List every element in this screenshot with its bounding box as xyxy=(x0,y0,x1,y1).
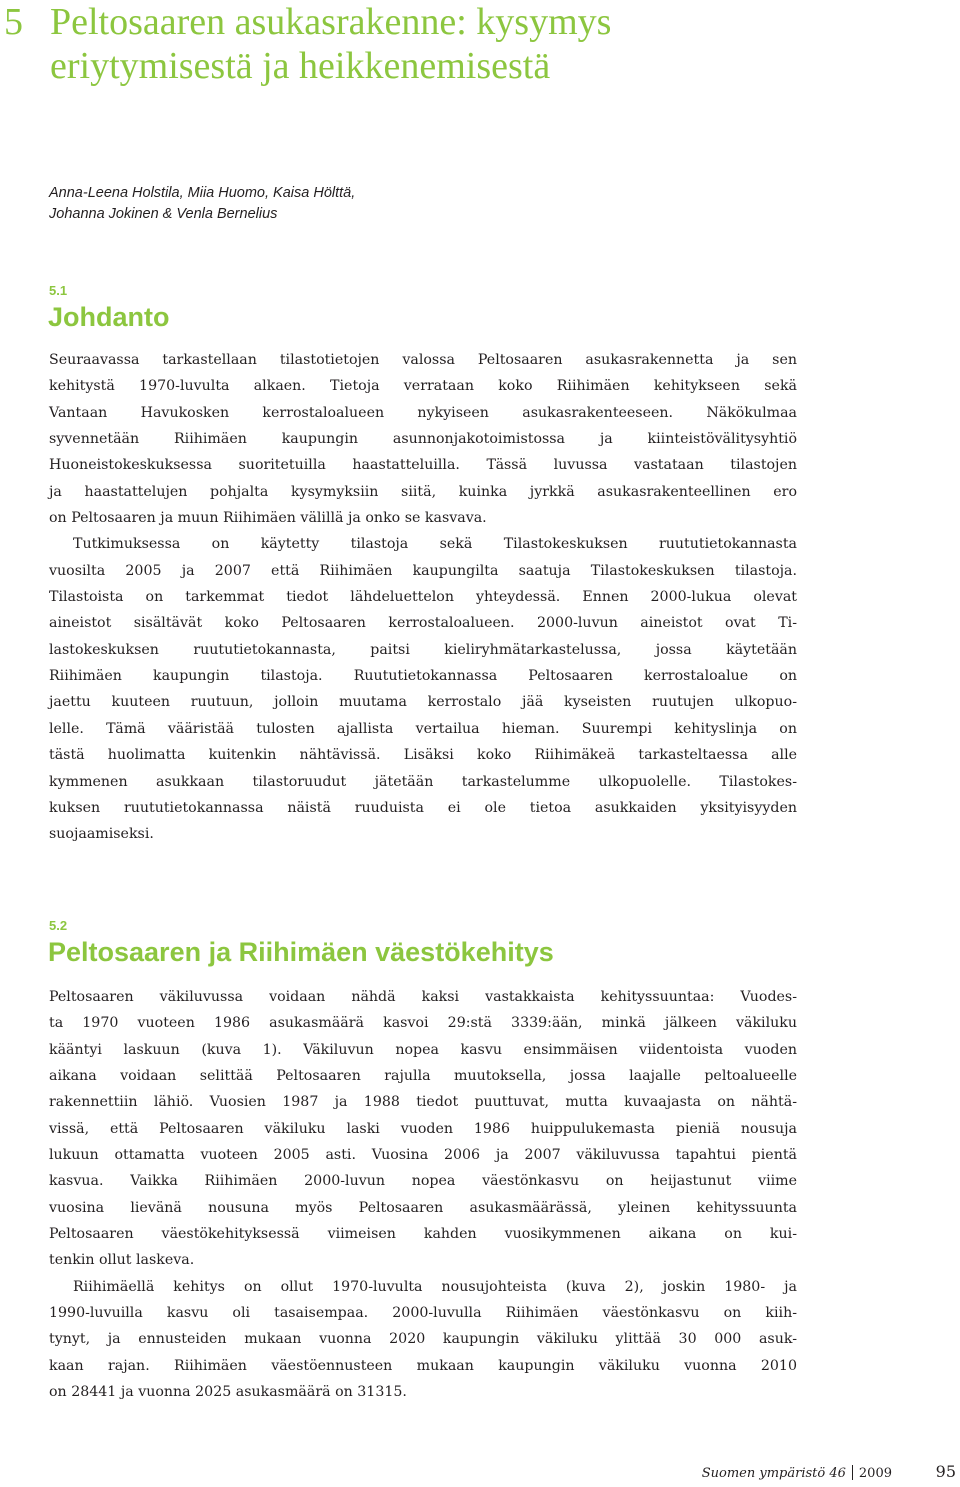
authors-line-1: Anna-Leena Holstila, Miia Huomo, Kaisa Hölttä, xyxy=(49,185,356,201)
chapter-title-line-1: Peltosaaren asukasrakenne: kysymys xyxy=(50,1,612,43)
running-footer xyxy=(702,1465,892,1481)
body-line: aineistot sisältävät koko Peltosaaren kerrostaloalueen. 2000-luvun aineistot ovat Ti- xyxy=(49,615,797,632)
chapter-heading xyxy=(4,0,904,88)
authors xyxy=(49,183,355,225)
body-line: on 28441 ja vuonna 2025 asukasmäärä on 31315. xyxy=(49,1384,407,1401)
body-line: lukuun ottamatta vuoteen 2005 asti. Vuosina 2006 ja 2007 väkiluvussa tapahtui pientä xyxy=(49,1147,797,1164)
section-title-vaestokehitys: Peltosaaren ja Riihimäen väestökehitys xyxy=(48,937,554,967)
chapter-title-line-2: eriytymisestä ja heikkenemisestä xyxy=(50,45,551,87)
footer-divider xyxy=(852,1465,853,1480)
body-line: lelle. Tämä vääristää tulosten ajallista vertailua hieman. Suurempi kehityslinja on xyxy=(49,720,797,737)
body-line: Huoneistokeskuksessa suoritetuilla haastatteluilla. Tässä luvussa vastataan tilastojen xyxy=(49,457,797,474)
section-number-5-1: 5.1 xyxy=(49,283,68,298)
page-number: 95 xyxy=(935,1462,956,1481)
body-line: rakennettiin lähiö. Vuosien 1987 ja 1988 tiedot puuttuvat, mutta kuvaajasta on nähtä- xyxy=(49,1094,797,1111)
section-body-johdanto xyxy=(49,347,797,848)
publication-name: Suomen ympäristö 46 xyxy=(701,1466,846,1481)
body-line: kymmenen asukkaan tilastoruudut jätetään tarkastelumme ulkopuolelle. Tilastokes- xyxy=(49,773,797,790)
body-line: ta 1970 vuoteen 1986 asukasmäärä kasvoi 29:stä 3339:ään, minkä jälkeen väkiluku xyxy=(49,1015,797,1032)
authors-line-2: Johanna Jokinen & Venla Bernelius xyxy=(49,206,278,222)
body-line: 1990-luvuilla kasvu oli tasaisempaa. 2000-luvulla Riihimäen väestönkasvu on kiih- xyxy=(49,1305,797,1322)
body-line: syvennetään Riihimäen kaupungin asunnonjakotoimistossa ja kiinteistövälitysyhtiö xyxy=(49,431,797,448)
body-line: Peltosaaren väkiluvussa voidaan nähdä kaksi vastakkaista kehityssuuntaa: Vuodes- xyxy=(49,989,797,1005)
publication-year: 2009 xyxy=(858,1466,892,1481)
body-line: tästä huolimatta kuitenkin nähtävissä. Lisäksi koko Riihimäkeä tarkasteltaessa alle xyxy=(49,747,797,764)
body-line: ja haastattelujen pohjalta kysymyksiin siitä, kuinka jyrkkä asukasrakenteellinen ero xyxy=(49,483,797,500)
body-line: vuosilta 2005 ja 2007 että Riihimäen kaupungilta saatuja Tilastokeskuksen tilastoja. xyxy=(49,562,797,579)
body-line: kasvua. Vaikka Riihimäen 2000-luvun nopea väestönkasvu on heijastunut viime xyxy=(49,1173,797,1190)
section-title-johdanto: Johdanto xyxy=(48,302,170,332)
body-line: suojaamiseksi. xyxy=(49,826,154,843)
body-line: Peltosaaren väestökehityksessä viimeisen kahden vuosikymmenen aikana on kui- xyxy=(49,1226,797,1243)
body-line: Seuraavassa tarkastellaan tilastotietojen valossa Peltosaaren asukasrakennetta ja sen xyxy=(49,352,797,368)
body-line: kääntyi laskuun (kuva 1). Väkiluvun nopea kasvu ensimmäisen viidentoista vuoden xyxy=(49,1041,797,1058)
section-body-vaestokehitys xyxy=(49,984,797,1406)
body-line: tynyt, ja ennusteiden mukaan vuonna 2020 kaupungin väkiluku ylittää 30 000 asuk- xyxy=(49,1331,797,1348)
body-line: Riihimäellä kehitys on ollut 1970-luvulta nousujohteista (kuva 2), joskin 1980- ja xyxy=(73,1278,797,1295)
body-line: aikana voidaan selittää Peltosaaren rajulla muutoksella, jossa laajalle peltoalueelle xyxy=(49,1068,797,1085)
body-line: on Peltosaaren ja muun Riihimäen välillä ja onko se kasvava. xyxy=(49,510,487,527)
body-line: jaettu kuuteen ruutuun, jolloin muutama kerrostalo jää kyseisten ruutujen ulkopuo- xyxy=(49,694,797,711)
section-number-5-2: 5.2 xyxy=(49,918,68,933)
body-line: kuksen ruututietokannassa näistä ruuduista ei ole tietoa asukkaiden yksityisyyden xyxy=(49,799,797,816)
body-line: lastokeskuksen ruututietokannasta, paitsi kieliryhmätarkastelussa, jossa käytetään xyxy=(49,641,797,658)
body-line: tenkin ollut laskeva. xyxy=(49,1252,195,1269)
body-line: Riihimäen kaupungin tilastoja. Ruututietokannassa Peltosaaren kerrostaloalue on xyxy=(49,668,797,685)
body-line: Vantaan Havukosken kerrostaloalueen nykyiseen asukasrakenteeseen. Näkökulmaa xyxy=(49,404,797,421)
body-line: kaan rajan. Riihimäen väestöennusteen mukaan kaupungin väkiluku vuonna 2010 xyxy=(49,1357,797,1374)
body-line: vuosina lievänä nousuna myös Peltosaaren asukasmäärässä, yleinen kehityssuunta xyxy=(49,1199,797,1216)
body-line: Tilastoista on tarkemmat tiedot lähdeluettelon yhteydessä. Ennen 2000-lukua olevat xyxy=(49,589,797,606)
body-line: vissä, että Peltosaaren väkiluku laski vuoden 1986 huippulukemasta pieniä nousuja xyxy=(49,1120,797,1137)
body-line: Tutkimuksessa on käytetty tilastoja sekä Tilastokeskuksen ruututietokannasta xyxy=(73,536,797,553)
chapter-number: 5 xyxy=(4,1,23,43)
body-line: kehitystä 1970-luvulta alkaen. Tietoja verrataan koko Riihimäen kehitykseen sekä xyxy=(49,378,797,395)
